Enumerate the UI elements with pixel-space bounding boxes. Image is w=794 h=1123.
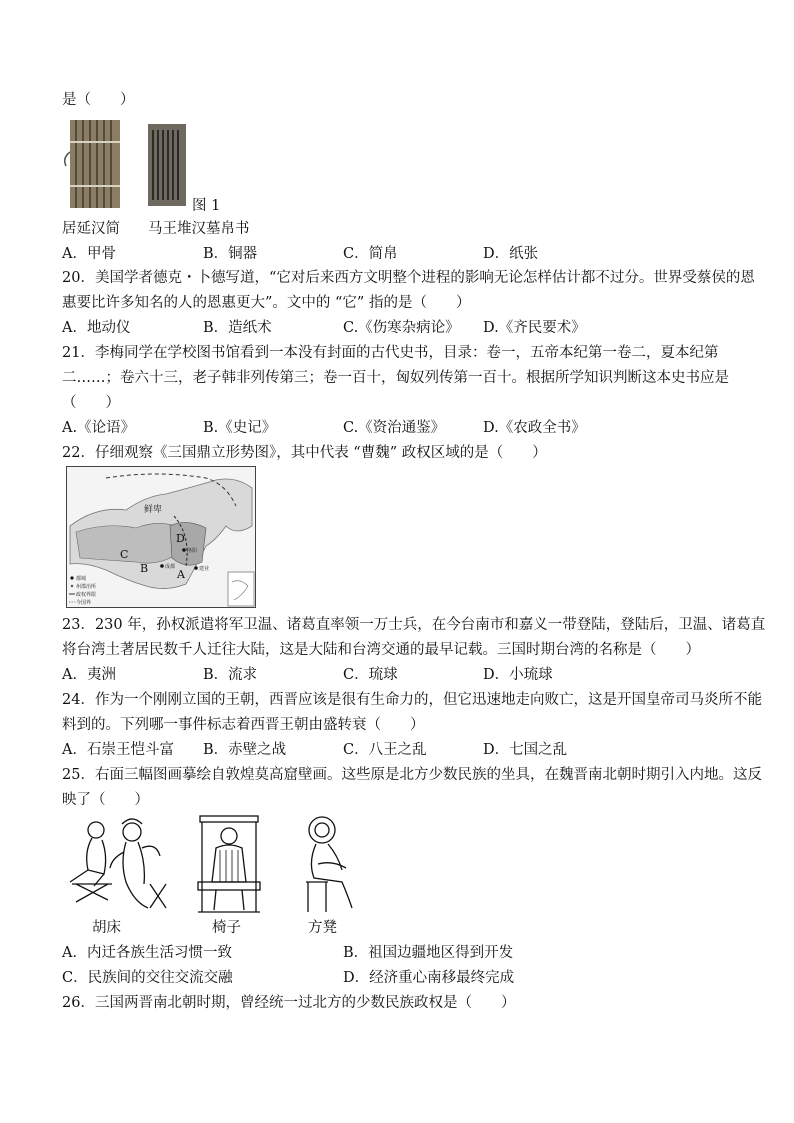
q20-text-1: 20．美国学者德克・卜德写道，“它对后来西方文明整个进程的影响无论怎样估计都不过分。世界受蔡侯的恩 xyxy=(62,270,755,286)
q21-option-b[interactable]: B.《史记》 xyxy=(203,420,277,436)
q25-option-a[interactable]: A．内迁各族生活习惯一致 xyxy=(62,945,232,961)
chair-caption: 椅子 xyxy=(212,920,241,936)
hu-bed-drawing xyxy=(64,812,168,916)
square-stool-caption: 方凳 xyxy=(308,920,337,936)
map-place-luoyang: 洛阳 xyxy=(187,548,198,554)
q19-option-a[interactable]: A．甲骨 xyxy=(62,246,116,262)
map-place-jianye: 建业 xyxy=(199,566,210,572)
q25-option-b[interactable]: B．祖国边疆地区得到开发 xyxy=(343,945,514,961)
q23-option-d[interactable]: D．小琉球 xyxy=(483,667,553,683)
q24-option-c[interactable]: C．八王之乱 xyxy=(343,742,427,758)
q25-text-2: 映了（ ） xyxy=(62,792,149,808)
q21-text-3: （ ） xyxy=(62,395,120,411)
q20-option-c[interactable]: C.《伤寒杂病论》 xyxy=(343,320,460,336)
q21-text-1: 21．李梅同学在学校图书馆看到一本没有封面的古代史书，目录：卷一，五帝本纪第一卷二，夏本纪第 xyxy=(62,345,719,361)
hu-bed-caption: 胡床 xyxy=(92,920,121,936)
map-legend-capital: 都城 xyxy=(76,576,87,582)
q23-text-2: 将台湾土著居民数千人迁往大陆，这是大陆和台湾交通的最早记载。三国时期台湾的名称是（ ） xyxy=(62,642,700,658)
juyan-bamboo-slips-image xyxy=(64,118,126,210)
map-letter-a: A xyxy=(177,568,185,581)
map-place-chengdu: 成都 xyxy=(165,564,176,570)
q24-option-d[interactable]: D．七国之乱 xyxy=(483,742,568,758)
map-letter-d: D xyxy=(176,532,185,545)
q24-option-a[interactable]: A．石崇王恺斗富 xyxy=(62,742,174,758)
q19-option-c[interactable]: C．简帛 xyxy=(343,246,398,262)
q26-text: 26．三国两晋南北朝时期，曾经统一过北方的少数民族政权是（ ） xyxy=(62,995,516,1011)
three-kingdoms-map xyxy=(66,466,256,608)
q23-option-b[interactable]: B．流求 xyxy=(203,667,258,683)
q20-option-b[interactable]: B．造纸术 xyxy=(203,320,272,336)
q23-option-a[interactable]: A．夷洲 xyxy=(62,667,116,683)
q21-text-2: 二……；卷六十三，老子韩非列传第三；卷一百十，匈奴列传第一百十。根据所学知识判断这本史书应是 xyxy=(62,370,729,386)
map-letter-c: C xyxy=(120,548,129,561)
figure-label: 图 1 xyxy=(192,198,221,214)
q25-option-d[interactable]: D．经济重心南移最终完成 xyxy=(343,970,515,986)
q22-text: 22．仔细观察《三国鼎立形势图》，其中代表 “曹魏” 政权区域的是（ ） xyxy=(62,445,547,461)
q20-option-a[interactable]: A．地动仪 xyxy=(62,320,131,336)
juyan-caption: 居延汉简 xyxy=(62,221,120,237)
q21-option-d[interactable]: D.《农政全书》 xyxy=(483,420,586,436)
q21-option-c[interactable]: C.《资治通鉴》 xyxy=(343,420,446,436)
q19-option-d[interactable]: D．纸张 xyxy=(483,246,539,262)
mawangdui-silk-book-image xyxy=(146,122,188,208)
square-stool-drawing xyxy=(298,812,358,916)
q24-option-b[interactable]: B．赤壁之战 xyxy=(203,742,287,758)
map-region-label: 鲜卑 xyxy=(144,505,163,515)
q20-option-d[interactable]: D.《齐民要术》 xyxy=(483,320,586,336)
q25-text-1: 25．右面三幅图画摹绘自敦煌莫高窟壁画。这些原是北方少数民族的坐具，在魏晋南北朝时期引入内地。这反 xyxy=(62,767,762,783)
q23-text-1: 23．230 年，孙权派遣将军卫温、诸葛直率领一万士兵，在今台南市和嘉义一带登陆，登陆后，卫温、诸葛直 xyxy=(62,617,766,633)
q19-text: 是（ ） xyxy=(62,92,135,108)
q19-option-b[interactable]: B．铜器 xyxy=(203,246,258,262)
q24-text-2: 料到的。下列哪一事件标志着西晋王朝由盛转衰（ ） xyxy=(62,717,425,733)
map-legend-border: 今国界 xyxy=(76,600,92,606)
q20-text-2: 惠要比许多知名的人的恩惠更大”。文中的 “它” 指的是（ ） xyxy=(62,295,471,311)
mawangdui-caption: 马王堆汉墓帛书 xyxy=(148,221,250,237)
map-letter-b: B xyxy=(140,562,149,575)
chair-drawing xyxy=(192,812,266,918)
q24-text-1: 24．作为一个刚刚立国的王朝，西晋应该是很有生命力的，但它迅速地走向败亡，这是开国皇帝司马炎所不能 xyxy=(62,692,762,708)
map-legend-prefecture: 州郡治所 xyxy=(76,584,97,590)
q25-option-c[interactable]: C．民族间的交往交流交融 xyxy=(62,970,233,986)
q21-option-a[interactable]: A.《论语》 xyxy=(62,420,136,436)
q23-option-c[interactable]: C．琉球 xyxy=(343,667,398,683)
map-legend-boundary: 政权界限 xyxy=(76,592,97,598)
